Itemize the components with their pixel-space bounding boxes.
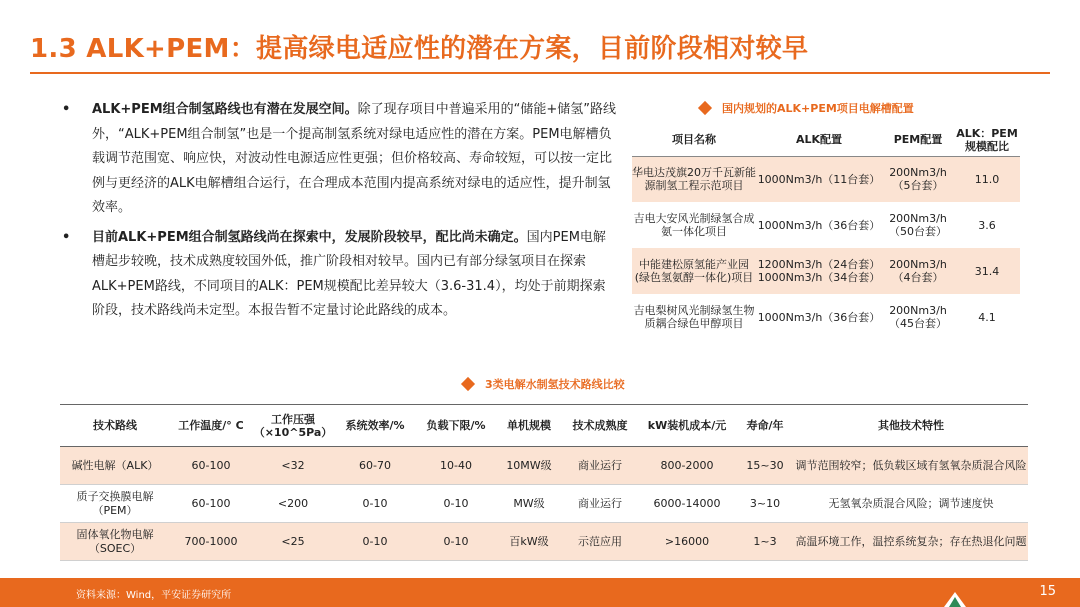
table-cell: 700-1000: [170, 523, 252, 561]
electrolysis-comparison-table: [60, 404, 1028, 561]
table-cell: 1~3: [736, 523, 794, 561]
table-row: [632, 294, 1020, 340]
col-header: ALK配置: [756, 124, 882, 156]
table-cell: MW级: [496, 485, 562, 523]
col-header: 单机规模: [496, 405, 562, 447]
bullet-text: 除了现存项目中普遍采用的“储能+储氢”路线外，“ALK+PEM组合制氢”也是一个提高制氢系统对绿电适应性的潜在方案。PEM电解槽负载调节范围宽、响应快，对波动性电源适应性更强；但价格较高、寿命较短，可以按一定比例与更经济的ALK电解槽组合运行，在合理成本范围内提高系统对绿电的适应性，提升制氢效率。: [92, 102, 617, 215]
bullet-item: [62, 226, 617, 324]
diamond-icon: [698, 101, 712, 115]
table-cell: 15~30: [736, 447, 794, 485]
table-cell: 3~10: [736, 485, 794, 523]
table2-caption-text: 3类电解水制氢技术路线比较: [485, 378, 625, 391]
diamond-icon: [461, 377, 475, 391]
table1-caption: [700, 100, 914, 116]
table-header-row: [60, 405, 1028, 447]
table-cell: 无氢氧杂质混合风险；调节速度快: [794, 485, 1028, 523]
table-cell: 6000-14000: [638, 485, 736, 523]
table-row: [632, 202, 1020, 248]
table-cell: 碱性电解（ALK）: [60, 447, 170, 485]
table-cell: 200Nm3/h（50台套）: [889, 212, 947, 238]
title-divider: [30, 72, 1050, 74]
bullet-list: [62, 98, 617, 329]
table-cell: 200Nm3/h（4台套）: [882, 248, 954, 294]
source-note: 资料来源：Wind，平安证券研究所: [76, 590, 232, 601]
table-cell: 60-70: [334, 447, 416, 485]
table-cell: 华电达茂旗20万千瓦新能源制氢工程示范项目: [632, 156, 756, 202]
col-header: PEM配置: [882, 124, 954, 156]
table-cell: 调节范围较窄；低负载区域有氢氧杂质混合风险: [794, 447, 1028, 485]
table-cell: 中能建松原氢能产业园(绿色氢氨醇一体化)项目: [632, 248, 756, 294]
table-cell: 1000Nm3/h（36台套）: [757, 218, 881, 232]
page-number: 15: [1039, 584, 1056, 599]
col-header: kW装机成本/元: [638, 405, 736, 447]
table-header-row: [632, 124, 1020, 156]
table-cell: 0-10: [334, 523, 416, 561]
col-header: ALK：PEM规模配比: [954, 124, 1020, 156]
col-header: 寿命/年: [736, 405, 794, 447]
table-cell: 10-40: [416, 447, 496, 485]
col-header: 工作温度/° C: [170, 405, 252, 447]
table-row: [60, 523, 1028, 561]
table-cell: 商业运行: [562, 447, 638, 485]
table-cell: 示范应用: [562, 523, 638, 561]
table-cell: 商业运行: [562, 485, 638, 523]
table-cell: 固体氧化物电解（SOEC）: [60, 523, 170, 561]
table-cell: 质子交换膜电解（PEM）: [60, 485, 170, 523]
table-cell: 1200Nm3/h（24台套）1000Nm3/h（34台套）: [756, 248, 882, 294]
table-cell: 60-100: [170, 485, 252, 523]
table-cell: 3.6: [978, 218, 996, 232]
bullet-dot-icon: •: [62, 229, 71, 245]
table-row: [632, 156, 1020, 202]
table-cell: 10MW级: [496, 447, 562, 485]
bullet-heading: ALK+PEM组合制氢路线也有潜在发展空间。: [92, 102, 358, 117]
table-cell: 吉电大安风光制绿氢合成氨一体化项目: [633, 212, 755, 238]
table-row: [60, 485, 1028, 523]
table-cell: 0-10: [416, 485, 496, 523]
table-row: [632, 248, 1020, 294]
col-header: 项目名称: [632, 124, 756, 156]
table-cell: 1000Nm3/h（36台套）: [757, 310, 881, 324]
bullet-text: 国内PEM电解槽起步较晚，技术成熟度较国外低，推广阶段相对较早。国内已有部分绿氢项目在探索ALK+PEM路线，不同项目的ALK：PEM规模配比差异较大（3.6-31.4），均处于前期探索阶段，技术路线尚未定型。本报告暂不定量讨论此路线的成本。: [92, 229, 606, 318]
table-row: [60, 447, 1028, 485]
table-cell: 0-10: [416, 523, 496, 561]
bullet-item: [62, 98, 617, 221]
table-cell: <32: [252, 447, 334, 485]
table-cell: 200Nm3/h（45台套）: [889, 304, 947, 330]
col-header: 其他技术特性: [794, 405, 1028, 447]
table-cell: 200Nm3/h（5台套）: [882, 156, 954, 202]
table-cell: 800-2000: [638, 447, 736, 485]
table-cell: 1000Nm3/h（11台套）: [756, 156, 882, 202]
alk-pem-project-table: [632, 124, 1020, 340]
table-cell: 高温环境工作，温控系统复杂；存在热退化问题: [794, 523, 1028, 561]
table-cell: <25: [252, 523, 334, 561]
col-header: 负载下限/%: [416, 405, 496, 447]
col-header: 技术成熟度: [562, 405, 638, 447]
table-cell: 60-100: [170, 447, 252, 485]
table-cell: 11.0: [954, 156, 1020, 202]
table-cell: 0-10: [334, 485, 416, 523]
table-cell: 31.4: [954, 248, 1020, 294]
page-title: 1.3 ALK+PEM：提高绿电适应性的潜在方案，目前阶段相对较早: [30, 34, 809, 64]
col-header: 系统效率/%: [334, 405, 416, 447]
table-cell: >16000: [638, 523, 736, 561]
table-cell: 吉电梨树风光制绿氢生物质耦合绿色甲醇项目: [633, 304, 755, 330]
table2-caption: [463, 376, 625, 392]
bullet-heading: 目前ALK+PEM组合制氢路线尚在探索中，发展阶段较早，配比尚未确定。: [92, 229, 527, 245]
table1-caption-text: 国内规划的ALK+PEM项目电解槽配置: [722, 102, 914, 115]
logo-icon: [944, 592, 966, 607]
footer-bar: [0, 578, 1080, 607]
col-header: 技术路线: [60, 405, 170, 447]
bullet-dot-icon: •: [62, 102, 71, 117]
table-cell: <200: [252, 485, 334, 523]
table-cell: 百kW级: [496, 523, 562, 561]
table-cell: 4.1: [978, 310, 996, 324]
col-header: 工作压强（×10^5Pa）: [252, 405, 334, 447]
